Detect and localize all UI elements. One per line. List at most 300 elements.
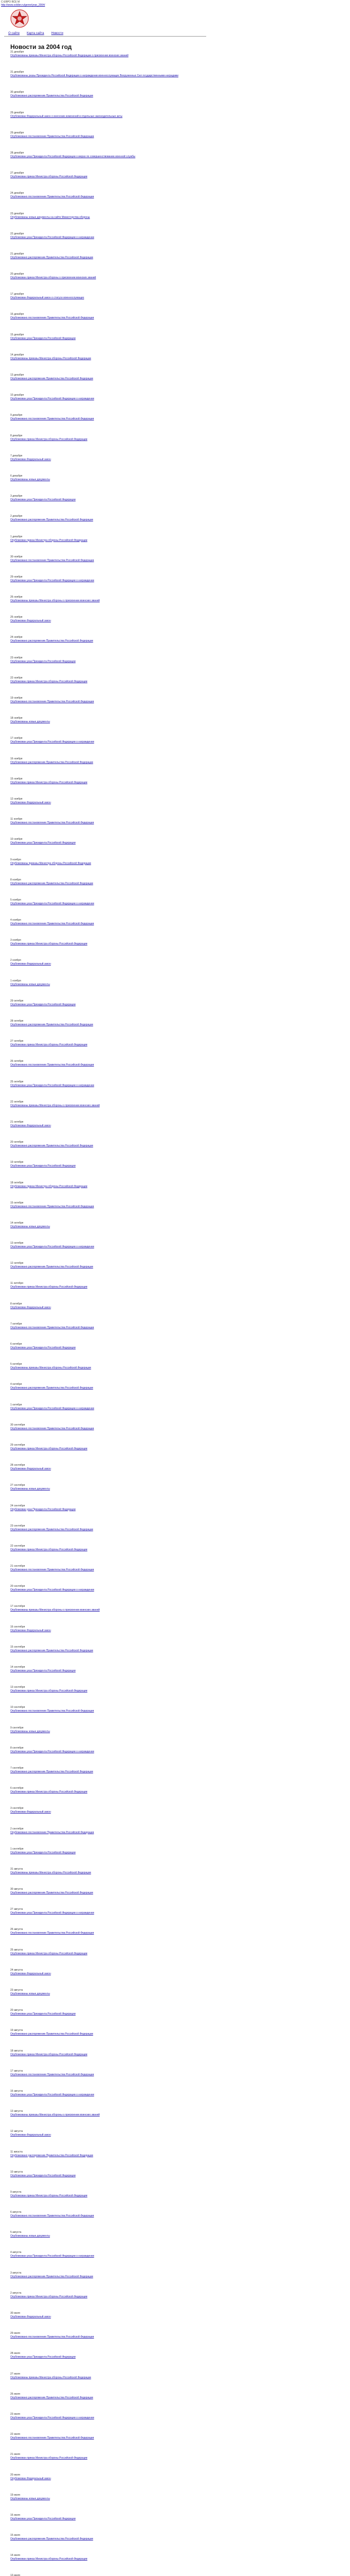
news-item: [10, 2494, 214, 2514]
news-date: 3 декабря: [10, 495, 23, 498]
news-item: [10, 394, 214, 414]
news-link[interactable]: Опубликованы новые документы: [10, 1730, 50, 1733]
news-link[interactable]: Опубликованы новые документы: [10, 982, 50, 986]
news-item: [10, 919, 214, 939]
news-date: 21 сентября: [10, 1565, 25, 1568]
news-date: 1 ноября: [10, 979, 21, 982]
news-link[interactable]: Опубликован приказ Министра обороны о присвоении воинских званий: [10, 276, 96, 280]
news-link[interactable]: Опубликован приказ Министра обороны Российской Федерации: [10, 1790, 88, 1794]
news-item: [10, 899, 214, 919]
news-link[interactable]: Опубликовано распоряжение Правительства Российской Федерации: [10, 1386, 93, 1390]
news-link[interactable]: Опубликован приказ Министра обороны Российской Федерации: [10, 1184, 88, 1188]
news-link[interactable]: Опубликованы приказы Министра обороны Российской Федерации: [10, 2376, 91, 2379]
news-date: 5 октября: [10, 1363, 22, 1366]
news-date: 10 ноября: [10, 838, 23, 841]
news-link[interactable]: Опубликовано распоряжение Правительства Российской Федерации: [10, 1649, 93, 1652]
news-link[interactable]: Опубликован указ Президента Российской Федерации о награждении: [10, 740, 94, 744]
news-item: [10, 878, 214, 899]
news-item: [10, 2332, 214, 2352]
news-link[interactable]: Опубликовано распоряжение Правительства Российской Федерации: [10, 1528, 93, 1531]
news-link[interactable]: Опубликован приказ Министра обороны Российской Федерации: [10, 942, 88, 946]
news-link[interactable]: Опубликован указ Президента Российской Федерации: [10, 659, 76, 663]
news-link[interactable]: Опубликованы новые документы: [10, 1487, 50, 1491]
news-date: 8 декабря: [10, 434, 23, 437]
news-item: [10, 172, 214, 192]
news-link[interactable]: Опубликовано распоряжение Правительства Российской Федерации: [10, 1023, 93, 1026]
news-item: [10, 2372, 214, 2393]
news-date: 16 декабря: [10, 313, 24, 316]
news-item: [10, 2251, 214, 2271]
news-date: 17 декабря: [10, 293, 24, 296]
news-link[interactable]: Опубликован приказ Министра обороны Российской Федерации: [10, 2557, 88, 2561]
news-link[interactable]: Опубликовано распоряжение Правительства Российской Федерации: [10, 94, 93, 98]
news-link[interactable]: Опубликован указ Президента Российской Федерации о награждении: [10, 902, 94, 905]
news-link[interactable]: Опубликован указ Президента Российской Федерации: [10, 1507, 76, 1511]
news-link[interactable]: Опубликовано распоряжение Правительства Российской Федерации: [10, 2154, 93, 2157]
news-link[interactable]: Опубликовано постановление Правительства Российской Федерации: [10, 2436, 94, 2440]
news-item: [10, 1060, 214, 1080]
news-item: [10, 2130, 214, 2150]
breadcrumb: C-ЕВРО ВСЕ М: [1, 1, 20, 4]
news-item: [10, 1948, 214, 1969]
news-date: 29 ноября: [10, 575, 23, 579]
news-date: 30 ноября: [10, 555, 23, 558]
news-link[interactable]: Опубликован указ Президента Российской Федерации: [10, 498, 76, 502]
news-item: [10, 353, 214, 374]
news-link[interactable]: Опубликован указ Президента Российской Федерации: [10, 1851, 76, 1854]
news-item: [10, 535, 214, 555]
news-item: [10, 1444, 214, 1464]
news-date: 5 августа: [10, 2231, 22, 2234]
news-item: [10, 1605, 214, 1625]
news-date: 25 октября: [10, 1080, 24, 1083]
news-link[interactable]: Опубликованы новые документы: [10, 2497, 50, 2500]
news-item: [10, 515, 214, 535]
news-link[interactable]: Опубликован указ Президента Российской Федерации о награждении: [10, 1245, 94, 1249]
news-item: [10, 1363, 214, 1383]
news-link[interactable]: Опубликован Федеральный закон: [10, 2477, 51, 2480]
news-link[interactable]: Опубликован указ Президента Российской Федерации о мерах по совершенствованию военной службы: [10, 155, 136, 158]
news-link[interactable]: Опубликовано постановление Правительства Российской Федерации: [10, 821, 94, 825]
news-link[interactable]: Опубликовано распоряжение Правительства Российской Федерации: [10, 256, 93, 259]
news-item: [10, 2312, 214, 2332]
news-item: [10, 1484, 214, 1504]
news-date: 31 декабря: [10, 71, 24, 74]
news-link[interactable]: Опубликован приказ Министра обороны Российской Федерации: [10, 2456, 88, 2460]
news-item: [10, 2352, 214, 2372]
news-item: [10, 596, 214, 616]
news-item: [10, 1201, 214, 1222]
news-link[interactable]: Опубликовано постановление Правительства Российской Федерации: [10, 1831, 94, 1834]
news-date: 19 октября: [10, 1161, 24, 1164]
news-date: 20 октября: [10, 1141, 24, 1144]
news-item: [10, 1807, 214, 1827]
news-date: 20 июля: [10, 2473, 21, 2477]
news-link[interactable]: Опубликованы приказы Министра обороны о присвоении воинских званий: [10, 1608, 100, 1612]
news-link[interactable]: Опубликован Федеральный закон: [10, 1124, 51, 1127]
news-link[interactable]: Опубликовано распоряжение Правительства Российской Федерации: [10, 1770, 93, 1773]
news-link[interactable]: Опубликовано постановление Правительства Российской Федерации: [10, 417, 94, 421]
news-link[interactable]: Опубликован Федеральный закон: [10, 1629, 51, 1632]
news-date: 12 августа: [10, 2130, 23, 2133]
news-item: [10, 939, 214, 959]
news-link[interactable]: Опубликовано постановление Правительства Российской Федерации: [10, 2335, 94, 2339]
news-link[interactable]: Опубликованы новые документы: [10, 720, 50, 724]
news-item: [10, 293, 214, 313]
news-link[interactable]: Опубликовано постановление Правительства Российской Федерации: [10, 316, 94, 320]
news-link[interactable]: Опубликован указ Президента Российской Федерации о награждении: [10, 235, 94, 239]
news-date: 10 августа: [10, 2170, 23, 2174]
news-date: 23 декабря: [10, 212, 24, 215]
news-item: [10, 737, 214, 757]
news-item: [10, 1020, 214, 1040]
news-link[interactable]: Опубликовано постановление Правительства Российской Федерации: [10, 134, 94, 138]
nav-sitemap-link[interactable]: Карта сайта: [27, 32, 44, 35]
news-item: [10, 1706, 214, 1726]
news-link[interactable]: Опубликован указ Президента Российской Федерации: [10, 336, 76, 340]
news-date: 31 декабря: [10, 50, 24, 54]
news-link[interactable]: Опубликовано распоряжение Правительства Российской Федерации: [10, 2275, 93, 2278]
news-date: 19 июля: [10, 2493, 21, 2497]
news-date: 11 августа: [10, 2150, 23, 2154]
news-item: [10, 414, 214, 434]
news-date: 13 июля: [10, 2574, 21, 2576]
news-link[interactable]: Опубликован указ Президента Российской Федерации о награждении: [10, 2416, 94, 2419]
top-navigation: [8, 31, 204, 36]
news-link[interactable]: Опубликовано распоряжение Правительства Российской Федерации: [10, 639, 93, 643]
news-item: [10, 374, 214, 394]
news-link[interactable]: Опубликованы новые документы: [10, 2234, 50, 2238]
news-item: [10, 1565, 214, 1585]
news-date: 24 августа: [10, 1968, 23, 1972]
page-url[interactable]: http://www.soldier.ru/genre/year_2004/: [1, 4, 45, 7]
news-item: [10, 495, 214, 515]
news-link[interactable]: Опубликован приказ Министра обороны Российской Федерации: [10, 781, 88, 784]
news-date: 17 ноября: [10, 737, 23, 740]
news-date: 25 августа: [10, 1948, 23, 1952]
news-link[interactable]: Опубликован Федеральный закон о статусе военнослужащих: [10, 296, 85, 300]
news-item: [10, 2574, 214, 2576]
news-link[interactable]: Опубликован Федеральный закон: [10, 962, 51, 966]
news-date: 27 октября: [10, 1040, 24, 1043]
news-link[interactable]: Опубликовано постановление Правительства Российской Федерации: [10, 1709, 94, 1713]
news-date: 4 октября: [10, 1383, 22, 1386]
news-item: [10, 1161, 214, 1181]
news-date: 27 сентября: [10, 1484, 25, 1487]
news-item: [10, 71, 214, 91]
header-divider: [4, 36, 206, 37]
news-link[interactable]: Опубликовано распоряжение Правительства Российской Федерации: [10, 518, 93, 522]
news-date: 3 августа: [10, 2271, 22, 2275]
news-link[interactable]: Опубликован приказ Министра обороны Российской Федерации: [10, 1043, 88, 1047]
news-item: [10, 2272, 214, 2292]
news-link[interactable]: Опубликован указ Президента Российской Федерации: [10, 1164, 76, 1168]
news-date: 31 августа: [10, 1867, 23, 1871]
news-link[interactable]: Опубликованы приказы Министра обороны Российской Федерации: [10, 861, 91, 865]
news-link[interactable]: Опубликован Федеральный закон: [10, 1306, 51, 1309]
news-date: 4 августа: [10, 2251, 22, 2255]
news-date: 14 июля: [10, 2554, 21, 2557]
news-list: [10, 50, 214, 2576]
news-link[interactable]: Опубликовано постановление Правительства Российской Федерации: [10, 922, 94, 926]
news-link[interactable]: Опубликован приказ Министра обороны Российской Федерации: [10, 2053, 88, 2056]
news-date: 15 ноября: [10, 777, 23, 781]
news-date: 29 октября: [10, 999, 24, 1003]
news-link[interactable]: Опубликован приказ Министра обороны Российской Федерации: [10, 1447, 88, 1450]
news-item: [10, 1464, 214, 1484]
news-date: 30 сентября: [10, 1423, 25, 1427]
news-link[interactable]: Опубликован указ Президента Российской Федерации: [10, 841, 76, 845]
news-link[interactable]: Опубликован Федеральный закон: [10, 1467, 51, 1471]
news-item: [10, 1545, 214, 1565]
news-item: [10, 212, 214, 232]
news-date: 21 декабря: [10, 252, 24, 256]
news-date: 20 августа: [10, 2009, 23, 2012]
news-link[interactable]: Опубликован Федеральный закон: [10, 1972, 51, 1975]
news-date: 2 сентября: [10, 1827, 24, 1831]
news-date: 10 декабря: [10, 394, 24, 397]
news-link[interactable]: Опубликованы приказы Министра обороны Российской Федерации: [10, 357, 91, 360]
news-link[interactable]: Опубликованы приказы Министра обороны о присвоении воинских званий: [10, 2113, 100, 2117]
news-date: 5 ноября: [10, 898, 21, 902]
news-item: [10, 2110, 214, 2130]
nav-about-link[interactable]: О сайте: [8, 32, 20, 35]
news-link[interactable]: Опубликован приказ Министра обороны Российской Федерации: [10, 680, 88, 683]
news-link[interactable]: Опубликовано постановление Правительства Российской Федерации: [10, 558, 94, 562]
news-item: [10, 1302, 214, 1323]
news-link[interactable]: Опубликовано распоряжение Правительства Российской Федерации: [10, 2032, 93, 2036]
news-link[interactable]: Опубликован приказ Министра обороны Российской Федерации: [10, 538, 88, 542]
news-date: 18 ноября: [10, 717, 23, 720]
news-link[interactable]: Опубликован приказ Министра обороны Российской Федерации: [10, 1952, 88, 1955]
news-date: 25 ноября: [10, 616, 23, 619]
news-link[interactable]: Опубликованы указы Президента Российской Федерации о награждении военнослужащих Вооруженных Сил государственными наградами: [10, 74, 179, 78]
news-item: [10, 1888, 214, 1908]
news-date: 26 ноября: [10, 596, 23, 599]
news-link[interactable]: Опубликовано распоряжение Правительства Российской Федерации: [10, 377, 93, 380]
news-item: [10, 1868, 214, 1888]
news-item: [10, 2393, 214, 2413]
news-link[interactable]: Опубликовано постановление Правительства Российской Федерации: [10, 1931, 94, 1935]
news-item: [10, 1323, 214, 1343]
news-link[interactable]: Опубликовано постановление Правительства Российской Федерации: [10, 2073, 94, 2076]
news-link[interactable]: Опубликовано постановление Правительства Российской Федерации: [10, 2214, 94, 2218]
news-date: 26 июля: [10, 2392, 21, 2396]
news-item: [10, 434, 214, 454]
news-date: 1 сентября: [10, 1847, 24, 1851]
news-date: 27 августа: [10, 1908, 23, 1911]
logo-star-icon: [9, 9, 30, 28]
news-link[interactable]: Опубликовано распоряжение Правительства Российской Федерации: [10, 2537, 93, 2541]
news-item: [10, 2473, 214, 2494]
news-link[interactable]: Опубликован указ Президента Российской Федерации о награждении: [10, 2255, 94, 2258]
news-date: 28 октября: [10, 1020, 24, 1023]
news-item: [10, 151, 214, 172]
news-item: [10, 757, 214, 777]
page-title: Новости за 2004 год: [10, 43, 72, 51]
news-date: 21 июля: [10, 2453, 21, 2456]
news-link[interactable]: Опубликованы приказы Министра обороны о присвоении воинских званий: [10, 599, 100, 603]
news-item: [10, 999, 214, 1020]
news-link[interactable]: Опубликовано постановление Правительства Российской Федерации: [10, 700, 94, 703]
news-item: [10, 232, 214, 252]
news-link[interactable]: Опубликован указ Президента Российской Федерации о награждении: [10, 1750, 94, 1753]
news-date: 9 сентября: [10, 1726, 24, 1730]
news-date: 24 сентября: [10, 1504, 25, 1507]
news-item: [10, 1767, 214, 1787]
news-link[interactable]: Опубликован указ Президента Российской Федерации о награждении: [10, 579, 94, 582]
news-link[interactable]: Опубликованы новые документы на сайте Министерства обороны: [10, 215, 90, 219]
nav-news-link[interactable]: Новости: [51, 32, 63, 35]
news-link[interactable]: Опубликован указ Президента Российской Федерации: [10, 1669, 76, 1672]
news-link[interactable]: Опубликовано распоряжение Правительства Российской Федерации: [10, 760, 93, 764]
news-link[interactable]: Опубликован указ Президента Российской Федерации: [10, 2355, 76, 2359]
news-link[interactable]: Опубликован Федеральный закон: [10, 2133, 51, 2137]
news-item: [10, 2191, 214, 2211]
news-link[interactable]: Опубликовано постановление Правительства Российской Федерации: [10, 1326, 94, 1329]
news-date: 30 декабря: [10, 91, 24, 94]
news-link[interactable]: Опубликован указ Президента Российской Федерации о награждении: [10, 1406, 94, 1410]
news-item: [10, 1181, 214, 1201]
news-date: 29 июля: [10, 2332, 21, 2335]
news-link[interactable]: Опубликовано постановление Правительства Российской Федерации: [10, 195, 94, 199]
news-link[interactable]: Опубликованы приказы Министра обороны Российской Федерации: [10, 1871, 91, 1874]
news-item: [10, 697, 214, 717]
news-link[interactable]: Опубликован указ Президента Российской Федерации: [10, 2012, 76, 2016]
news-date: 15 декабря: [10, 333, 24, 336]
news-date: 22 ноября: [10, 676, 23, 680]
news-item: [10, 676, 214, 697]
news-item: [10, 1989, 214, 2009]
news-item: [10, 2049, 214, 2070]
news-item: [10, 313, 214, 333]
news-date: 23 сентября: [10, 1524, 25, 1528]
news-item: [10, 1100, 214, 1121]
news-item: [10, 777, 214, 798]
news-item: [10, 1262, 214, 1282]
news-item: [10, 1242, 214, 1262]
news-link[interactable]: Опубликованы приказы Министра обороны Российской Федерации: [10, 1366, 91, 1370]
news-link[interactable]: Опубликован указ Президента Российской Федерации о награждении: [10, 397, 94, 401]
news-date: 22 октября: [10, 1100, 24, 1104]
news-date: 26 августа: [10, 1928, 23, 1931]
news-date: 22 июля: [10, 2433, 21, 2436]
news-item: [10, 959, 214, 979]
news-date: 14 декабря: [10, 353, 24, 357]
news-link[interactable]: Опубликован указ Президента Российской Федерации о награждении: [10, 2093, 94, 2096]
news-item: [10, 2171, 214, 2191]
news-date: 6 декабря: [10, 474, 23, 478]
news-link[interactable]: Опубликован приказ Министра обороны Российской Федерации: [10, 1689, 88, 1693]
news-item: [10, 1222, 214, 1242]
news-item: [10, 1625, 214, 1646]
news-item: [10, 1747, 214, 1767]
news-link[interactable]: Опубликован указ Президента Российской Федерации: [10, 2174, 76, 2177]
news-date: 18 октября: [10, 1181, 24, 1184]
news-item: [10, 717, 214, 737]
news-link[interactable]: Опубликован указ Президента Российской Федерации: [10, 1003, 76, 1006]
news-link[interactable]: Опубликовано постановление Правительства Российской Федерации: [10, 1427, 94, 1430]
news-link[interactable]: Опубликовано распоряжение Правительства Российской Федерации: [10, 2396, 93, 2399]
news-date: 13 августа: [10, 2110, 23, 2113]
news-link[interactable]: Опубликован приказ Министра обороны Российской Федерации: [10, 2194, 88, 2197]
news-date: 20 декабря: [10, 273, 24, 276]
news-link[interactable]: Опубликован приказ Министра обороны Российской Федерации: [10, 1285, 88, 1289]
news-date: 6 октября: [10, 1343, 22, 1346]
news-item: [10, 50, 214, 71]
news-item: [10, 1141, 214, 1161]
news-date: 29 декабря: [10, 131, 24, 134]
news-link[interactable]: Опубликованы новые документы: [10, 478, 50, 481]
news-item: [10, 1121, 214, 1141]
news-link[interactable]: Опубликован Федеральный закон: [10, 1810, 51, 1814]
news-item: [10, 2009, 214, 2029]
news-link[interactable]: Опубликован указ Президента Российской Федерации: [10, 2517, 76, 2520]
news-link[interactable]: Опубликовано постановление Правительства Российской Федерации: [10, 1205, 94, 1208]
news-link[interactable]: Опубликован Федеральный закон: [10, 457, 51, 461]
news-link[interactable]: Опубликовано распоряжение Правительства Российской Федерации: [10, 882, 93, 885]
news-link[interactable]: Опубликован приказ Министра обороны Российской Федерации: [10, 2295, 88, 2298]
news-link[interactable]: Опубликован приказ Министра обороны Российской Федерации: [10, 1548, 88, 1551]
news-date: 30 августа: [10, 1888, 23, 1891]
news-link[interactable]: Опубликован указ Президента Российской Федерации о награждении: [10, 1083, 94, 1087]
news-date: 9 августа: [10, 2190, 22, 2194]
news-item: [10, 1908, 214, 1928]
news-link[interactable]: Опубликован Федеральный закон: [10, 801, 51, 804]
news-item: [10, 2231, 214, 2251]
news-link[interactable]: Опубликованы приказы Министра обороны о присвоении воинских званий: [10, 1104, 100, 1107]
news-date: 26 октября: [10, 1060, 24, 1063]
news-link[interactable]: Опубликован приказ Министра обороны Российской Федерации: [10, 437, 88, 441]
news-date: 13 октября: [10, 1242, 24, 1245]
news-link[interactable]: Опубликовано распоряжение Правительства Российской Федерации: [10, 1891, 93, 1895]
news-item: [10, 1646, 214, 1666]
news-link[interactable]: Опубликованы новые документы: [10, 1992, 50, 1995]
news-date: 17 августа: [10, 2069, 23, 2073]
news-date: 11 ноября: [10, 818, 23, 821]
news-link[interactable]: Опубликовано распоряжение Правительства Российской Федерации: [10, 1265, 93, 1269]
news-link[interactable]: Опубликован указ Президента Российской Федерации: [10, 1346, 76, 1349]
news-link[interactable]: Опубликовано постановление Правительства Российской Федерации: [10, 1063, 94, 1067]
news-item: [10, 1585, 214, 1605]
news-link[interactable]: Опубликовано постановление Правительства Российской Федерации: [10, 1568, 94, 1572]
news-date: 28 сентября: [10, 1464, 25, 1467]
news-link[interactable]: Опубликован Федеральный закон: [10, 619, 51, 623]
news-link[interactable]: Опубликован Федеральный закон: [10, 2315, 51, 2318]
news-link[interactable]: Опубликован Федеральный закон о внесении изменений в отдельные законодательные акты: [10, 114, 123, 118]
news-date: 22 сентября: [10, 1544, 25, 1548]
news-date: 16 сентября: [10, 1625, 25, 1629]
news-date: 12 октября: [10, 1262, 24, 1265]
news-date: 23 июля: [10, 2412, 21, 2416]
news-date: 7 сентября: [10, 1766, 24, 1770]
news-item: [10, 1524, 214, 1545]
news-link[interactable]: Опубликован указ Президента Российской Федерации о награждении: [10, 1911, 94, 1915]
news-item: [10, 2453, 214, 2473]
news-item: [10, 616, 214, 636]
news-link[interactable]: Опубликован указ Президента Российской Федерации о награждении: [10, 1588, 94, 1592]
news-item: [10, 979, 214, 999]
news-date: 3 сентября: [10, 1807, 24, 1810]
news-date: 29 сентября: [10, 1443, 25, 1447]
news-link[interactable]: Опубликовано распоряжение Правительства Российской Федерации: [10, 1144, 93, 1148]
news-item: [10, 2292, 214, 2312]
news-date: 23 августа: [10, 1989, 23, 1992]
news-link[interactable]: Опубликованы новые документы: [10, 1225, 50, 1228]
news-date: 19 ноября: [10, 697, 23, 700]
news-link[interactable]: Опубликован приказ Министра обороны Российской Федерации: [10, 175, 88, 179]
news-link[interactable]: Опубликованы приказы Министра обороны Российской Федерации о присвоении воинских званий: [10, 54, 129, 57]
